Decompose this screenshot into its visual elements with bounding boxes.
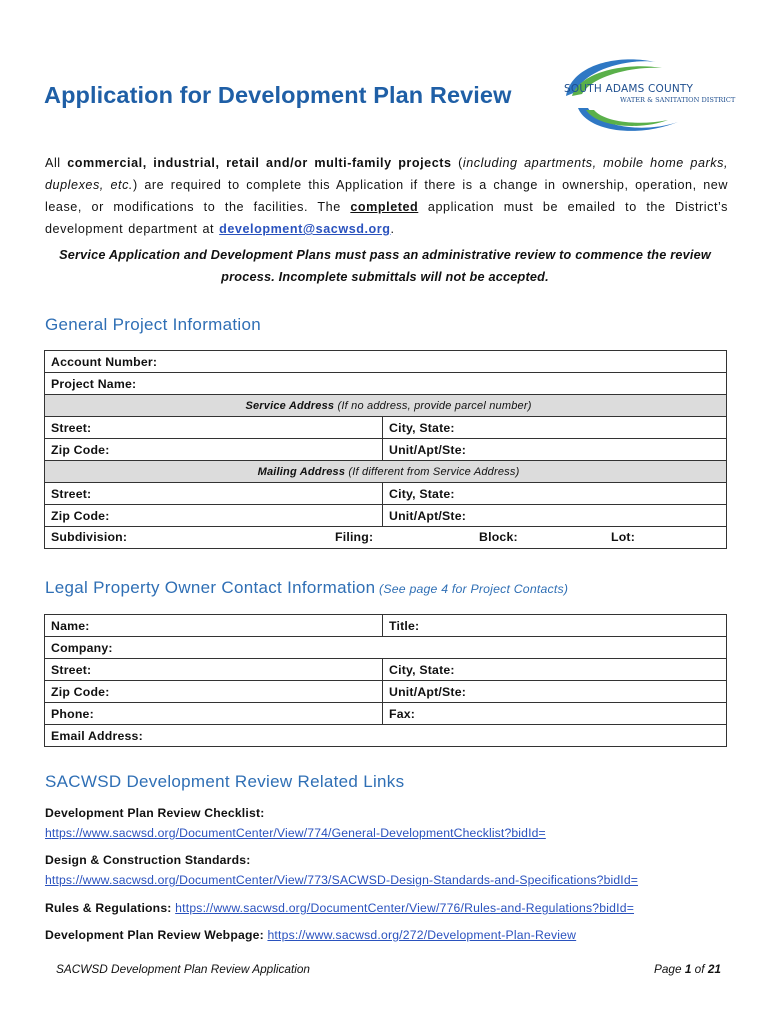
logo-text: SOUTH ADAMS COUNTY <box>564 83 694 95</box>
table-row <box>45 615 727 637</box>
service-unit-field[interactable]: Unit/Apt/Ste: <box>383 439 727 461</box>
intro-text: . <box>390 222 395 236</box>
intro-text: ) are required to complete this Application if there is a change in ownership, operation, new lease, or modifications to the facilities. The <box>45 178 728 214</box>
lot-field[interactable]: Lot: <box>611 530 636 544</box>
table-row <box>45 373 727 395</box>
footer-document-title: SACWSD Development Plan Review Application <box>56 962 310 976</box>
rules-label: Rules & Regulations: <box>45 901 172 915</box>
table-row <box>45 483 727 505</box>
general-section-heading: General Project Information <box>45 315 261 334</box>
rules-link[interactable]: https://www.sacwsd.org/DocumentCenter/View/776/Rules-and-Regulations?bidId= <box>175 901 635 915</box>
owner-email-field[interactable]: Email Address: <box>45 725 727 747</box>
band-note: (If no address, provide parcel number) <box>334 399 532 412</box>
page-prefix: Page <box>654 962 685 976</box>
block-field[interactable]: Block: <box>479 530 518 544</box>
band-note: (If different from Service Address) <box>345 465 520 478</box>
table-row <box>45 637 727 659</box>
table-row <box>45 417 727 439</box>
subdivision-row <box>45 527 727 549</box>
owner-zip-field[interactable]: Zip Code: <box>45 681 383 703</box>
filing-field[interactable]: Filing: <box>335 530 374 544</box>
service-city-field[interactable]: City, State: <box>383 417 727 439</box>
intro-text: application must be emailed to the District’s development department at <box>45 200 728 236</box>
table-row <box>45 725 727 747</box>
email-link[interactable]: development@sacwsd.org <box>219 222 391 236</box>
owner-phone-field[interactable]: Phone: <box>45 703 383 725</box>
water-swoosh-icon <box>558 52 736 140</box>
table-row <box>45 659 727 681</box>
subdivision-field[interactable]: Subdivision: <box>51 530 128 544</box>
service-street-field[interactable]: Street: <box>45 417 383 439</box>
review-notice: Service Application and Development Plans must pass an administrative review to commence the review process. Incomplete submittals will not be accepted. <box>59 248 711 284</box>
page-title: Application for Development Plan Review <box>44 82 512 108</box>
table-row <box>45 461 727 483</box>
checklist-label: Development Plan Review Checklist: <box>45 806 265 820</box>
intro-text: All <box>45 156 68 170</box>
owner-fax-field[interactable]: Fax: <box>383 703 727 725</box>
mailing-zip-field[interactable]: Zip Code: <box>45 505 383 527</box>
service-address-band <box>45 395 727 417</box>
table-row <box>45 351 727 373</box>
table-row <box>45 527 727 549</box>
intro-project-types: commercial, industrial, retail and/or multi-family projects <box>67 156 452 170</box>
owner-city-field[interactable]: City, State: <box>383 659 727 681</box>
webpage-link[interactable]: https://www.sacwsd.org/272/Development-Plan-Review <box>267 928 577 942</box>
account-number-field[interactable]: Account Number: <box>45 351 727 373</box>
intro-examples: including apartments, mobile home parks, duplexes, etc. <box>45 156 728 192</box>
intro-completed: completed <box>350 200 419 214</box>
general-project-table <box>44 350 727 549</box>
owner-heading-text: Legal Property Owner Contact Information <box>45 578 376 597</box>
standards-label: Design & Construction Standards: <box>45 853 251 867</box>
table-row <box>45 395 727 417</box>
webpage-line <box>45 928 735 942</box>
page-number <box>654 962 721 976</box>
owner-heading-note: (See page 4 for Project Contacts) <box>375 582 569 596</box>
band-label: Mailing Address <box>257 465 346 478</box>
band-label: Service Address <box>245 399 335 412</box>
owner-unit-field[interactable]: Unit/Apt/Ste: <box>383 681 727 703</box>
owner-street-field[interactable]: Street: <box>45 659 383 681</box>
project-name-field[interactable]: Project Name: <box>45 373 727 395</box>
current-page: 1 <box>684 962 692 976</box>
table-row <box>45 681 727 703</box>
mailing-address-band <box>45 461 727 483</box>
table-row <box>45 505 727 527</box>
service-zip-field[interactable]: Zip Code: <box>45 439 383 461</box>
intro-paragraph <box>45 152 728 240</box>
rules-line <box>45 901 735 915</box>
intro-text: ( <box>451 156 463 170</box>
mailing-unit-field[interactable]: Unit/Apt/Ste: <box>383 505 727 527</box>
owner-contact-table <box>44 614 727 747</box>
standards-link[interactable]: https://www.sacwsd.org/DocumentCenter/View/773/SACWSD-Design-Standards-and-Specifications?bidId= <box>45 873 639 887</box>
total-pages: 21 <box>707 962 721 976</box>
links-section-heading: SACWSD Development Review Related Links <box>45 772 405 791</box>
links-list <box>45 806 735 942</box>
checklist-link[interactable]: https://www.sacwsd.org/DocumentCenter/View/774/General-DevelopmentChecklist?bidId= <box>45 826 546 840</box>
owner-section-heading <box>45 578 568 598</box>
logo-subtext: WATER & SANITATION DISTRICT <box>620 96 736 104</box>
webpage-label: Development Plan Review Webpage: <box>45 928 264 942</box>
owner-company-field[interactable]: Company: <box>45 637 727 659</box>
district-logo <box>558 52 736 140</box>
page-of: of <box>691 962 708 976</box>
owner-title-field[interactable]: Title: <box>383 615 727 637</box>
owner-name-field[interactable]: Name: <box>45 615 383 637</box>
mailing-street-field[interactable]: Street: <box>45 483 383 505</box>
mailing-city-field[interactable]: City, State: <box>383 483 727 505</box>
table-row <box>45 439 727 461</box>
table-row <box>45 703 727 725</box>
